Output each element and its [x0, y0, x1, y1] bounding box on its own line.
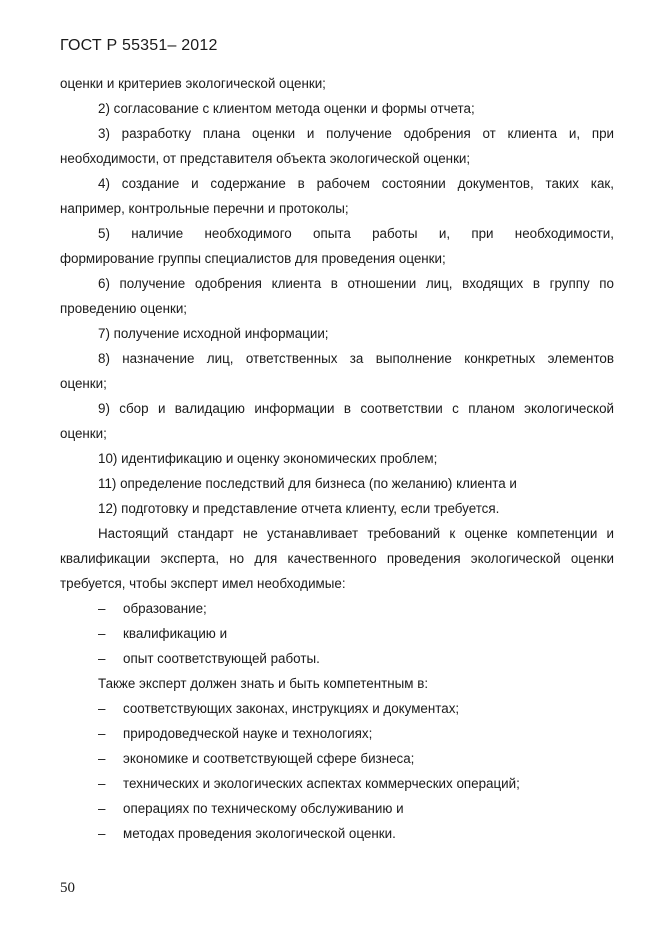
list-item-9: 9) сбор и валидацию информации в соответствии с планом экологической — [98, 401, 614, 416]
dash-list-text: операциях по техническому обслуживанию и — [123, 801, 404, 816]
dash-marker: – — [98, 601, 106, 616]
text-line: проведению оценки; — [60, 301, 188, 316]
dash-list-text: соответствующих законах, инструкциях и документах; — [123, 701, 460, 716]
list-item-12: 12) подготовку и представление отчета клиенту, если требуется. — [98, 501, 500, 516]
text-line: формирование группы специалистов для проведения оценки; — [60, 251, 446, 266]
paragraph-line: требуется, чтобы эксперт имел необходимые: — [60, 576, 346, 591]
dash-list-item — [60, 621, 614, 646]
dash-list-item — [60, 596, 614, 621]
dash-list-text: природоведческой науке и технологиях; — [123, 726, 373, 741]
list-item-11: 11) определение последствий для бизнеса (по желанию) клиента и — [98, 476, 517, 491]
dash-list-item — [60, 646, 614, 671]
list-item-4: 4) создание и содержание в рабочем состоянии документов, таких как, — [98, 176, 614, 191]
list-item-6: 6) получение одобрения клиента в отношении лиц, входящих в группу по — [98, 276, 614, 291]
body-text — [60, 71, 614, 846]
dash-marker: – — [98, 776, 106, 791]
dash-marker: – — [98, 626, 106, 641]
list-item-2: 2) согласование с клиентом метода оценки и формы отчета; — [98, 101, 475, 116]
list-item-10: 10) идентификацию и оценку экономических проблем; — [98, 451, 438, 466]
dash-list-item — [60, 771, 614, 796]
dash-list-item — [60, 796, 614, 821]
dash-list-item — [60, 821, 614, 846]
paragraph-line: Также эксперт должен знать и быть компетентным в: — [98, 676, 429, 691]
dash-list-item — [60, 721, 614, 746]
dash-list-text: методах проведения экологической оценки. — [123, 826, 396, 841]
dash-list-text: технических и экологических аспектах коммерческих операций; — [123, 776, 520, 791]
text-line: оценки; — [60, 376, 107, 391]
dash-marker: – — [98, 751, 106, 766]
dash-list-text: квалификацию и — [123, 626, 228, 641]
text-line: оценки и критериев экологической оценки; — [60, 76, 326, 91]
dash-list-item — [60, 746, 614, 771]
list-item-7: 7) получение исходной информации; — [98, 326, 329, 341]
list-item-8: 8) назначение лиц, ответственных за выполнение конкретных элементов — [98, 351, 614, 366]
dash-marker: – — [98, 701, 106, 716]
dash-marker: – — [98, 651, 106, 666]
list-item-5: 5) наличие необходимого опыта работы и, при необходимости, — [98, 226, 614, 241]
dash-list-text: экономике и соответствующей сфере бизнеса; — [123, 751, 415, 766]
document-header: ГОСТ Р 55351– 2012 — [60, 37, 218, 54]
text-line: например, контрольные перечни и протоколы; — [60, 201, 349, 216]
paragraph-line: Настоящий стандарт не устанавливает требований к оценке компетенции и — [98, 526, 614, 541]
text-line: оценки; — [60, 426, 107, 441]
dash-list-text: образование; — [123, 601, 207, 616]
text-line: необходимости, от представителя объекта экологической оценки; — [60, 151, 471, 166]
list-item-3: 3) разработку плана оценки и получение одобрения от клиента и, при — [98, 126, 614, 141]
dash-list-text: опыт соответствующей работы. — [123, 651, 320, 666]
dash-marker: – — [98, 801, 106, 816]
dash-marker: – — [98, 726, 106, 741]
paragraph-line: квалификации эксперта, но для качественного проведения экологической оценки — [60, 551, 614, 566]
dash-marker: – — [98, 826, 106, 841]
dash-list-item — [60, 696, 614, 721]
page-number: 50 — [60, 880, 75, 896]
